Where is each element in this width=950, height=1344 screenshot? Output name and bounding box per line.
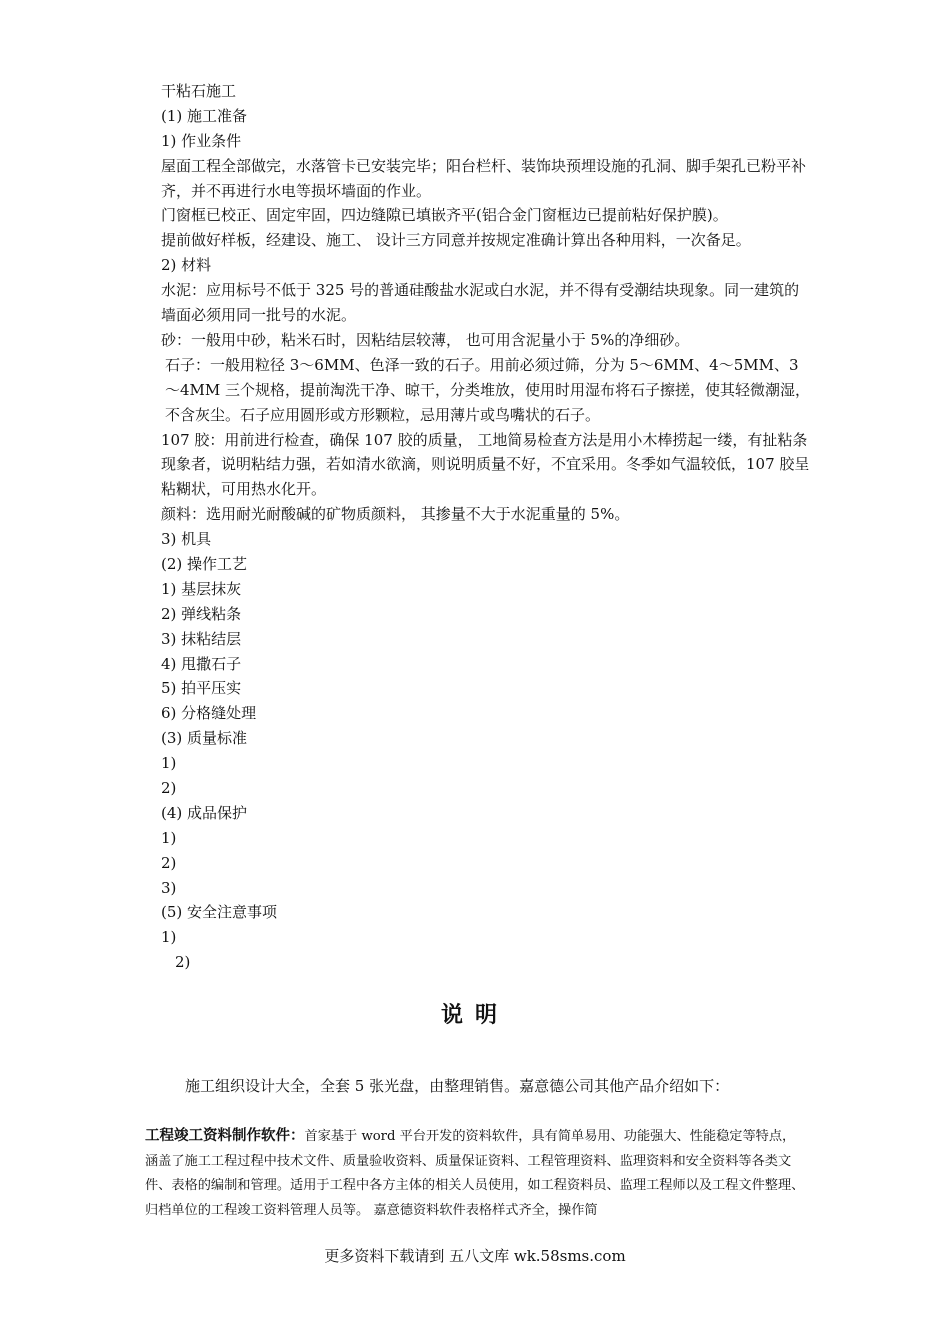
body-line: (4) 成品保护 [161,803,248,822]
body-line: 1) [161,928,177,947]
body-line: 3) [161,878,177,897]
notice-title: 说明 [440,1002,509,1028]
body-line: 2) [161,853,177,872]
body-line: 5) 拍平压实 [161,679,242,698]
body-line: 砂：一般用中砂，粘米石时，因粘结层较薄， 也可用含泥量小于 5%的净细砂。 [161,330,690,349]
body-line: 水泥：应用标号不低于 325 号的普通硅酸盐水泥或白水泥，并不得有受潮结块现象。同一建筑的墙面必须用同一批号的水泥。 [161,281,800,325]
body-line: 石子：一般用粒径 3～6MM、色泽一致的石子。用前必须过筛，分为 5～6MM、4～5MM、3～4MM 三个规格，提前淘洗干净、晾干，分类堆放，使用时用湿布将石子擦搓，使其轻微潮湿，不含灰尘。石子应用圆形或方形颗粒，忌用薄片或鸟嘴状的石子。 [165,355,811,424]
product-name: 工程竣工资料制作软件： [145,1127,305,1144]
body-line: 6) 分格缝处理 [161,704,257,723]
body-line: 4) 甩撒石子 [161,654,242,673]
body-line: (3) 质量标准 [161,729,248,748]
body-line: (1) 施工准备 [161,106,248,125]
body-line: 干粘石施工 [161,82,237,100]
body-line: 3) 机具 [161,530,212,549]
footer-link-text: 更多资料下载请到 五八文库 wk.58sms.com [324,1247,626,1265]
product-paragraph [145,1124,805,1223]
body-line: (5) 安全注意事项 [161,903,278,922]
body-line: 1) [161,754,177,773]
body-line: 3) 抹粘结层 [161,629,242,648]
body-line: 1) 基层抹灰 [161,579,242,598]
body-line: 1) [161,828,177,847]
body-line: 门窗框已校正、固定牢固，四边缝隙已填嵌齐平(铝合金门窗框边已提前粘好保护膜)。 [161,206,728,225]
body-line: 2) [175,953,191,972]
body-line: 颜料：选用耐光耐酸碱的矿物质颜料， 其掺量不大于水泥重量的 5%。 [161,505,630,524]
body-text [145,79,813,975]
body-line: 2) [161,779,177,797]
body-line: 屋面工程全部做完，水落管卡已安装完毕；阳台栏杆、装饰块预埋设施的孔洞、脚手架孔已粉平补齐，并不再进行水电等损坏墙面的作业。 [161,156,807,200]
body-line: 1) 作业条件 [161,131,242,150]
notice-intro: 施工组织设计大全，全套 5 张光盘，由整理销售。嘉意德公司其他产品介绍如下： [185,1077,730,1095]
body-line: 提前做好样板，经建设、施工、 设计三方同意并按规定准确计算出各种用料，一次备足。 [161,231,751,250]
body-line: (2) 操作工艺 [161,554,248,573]
body-line: 2) 弹线粘条 [161,604,242,623]
product-description: 首家基于 word 平台开发的资料软件，具有简单易用、功能强大、性能稳定等特点，涵盖了施工工程过程中技术文件、质量验收资料、质量保证资料、工程管理资料、监理资料和安全资料等各类文件、表格的编制和管理。适用于工程中各方主体的相关人员使用，如工程资料员、监理工程师以及工程文件整理、归档单位的工程竣工资料管理人员等。 嘉意德资料软件表格样式齐全，操作简 [145,1129,805,1218]
body-line: 107 胶：用前进行检查，确保 107 胶的质量， 工地简易检查方法是用小木棒捞起一缕，有扯粘条现象者，说明粘结力强，若如清水欲滴，则说明质量不好，不宜采用。冬季如气温较低，107 胶呈粘糊状，可用热水化开。 [161,430,810,499]
body-line: 2) 材料 [161,256,212,275]
